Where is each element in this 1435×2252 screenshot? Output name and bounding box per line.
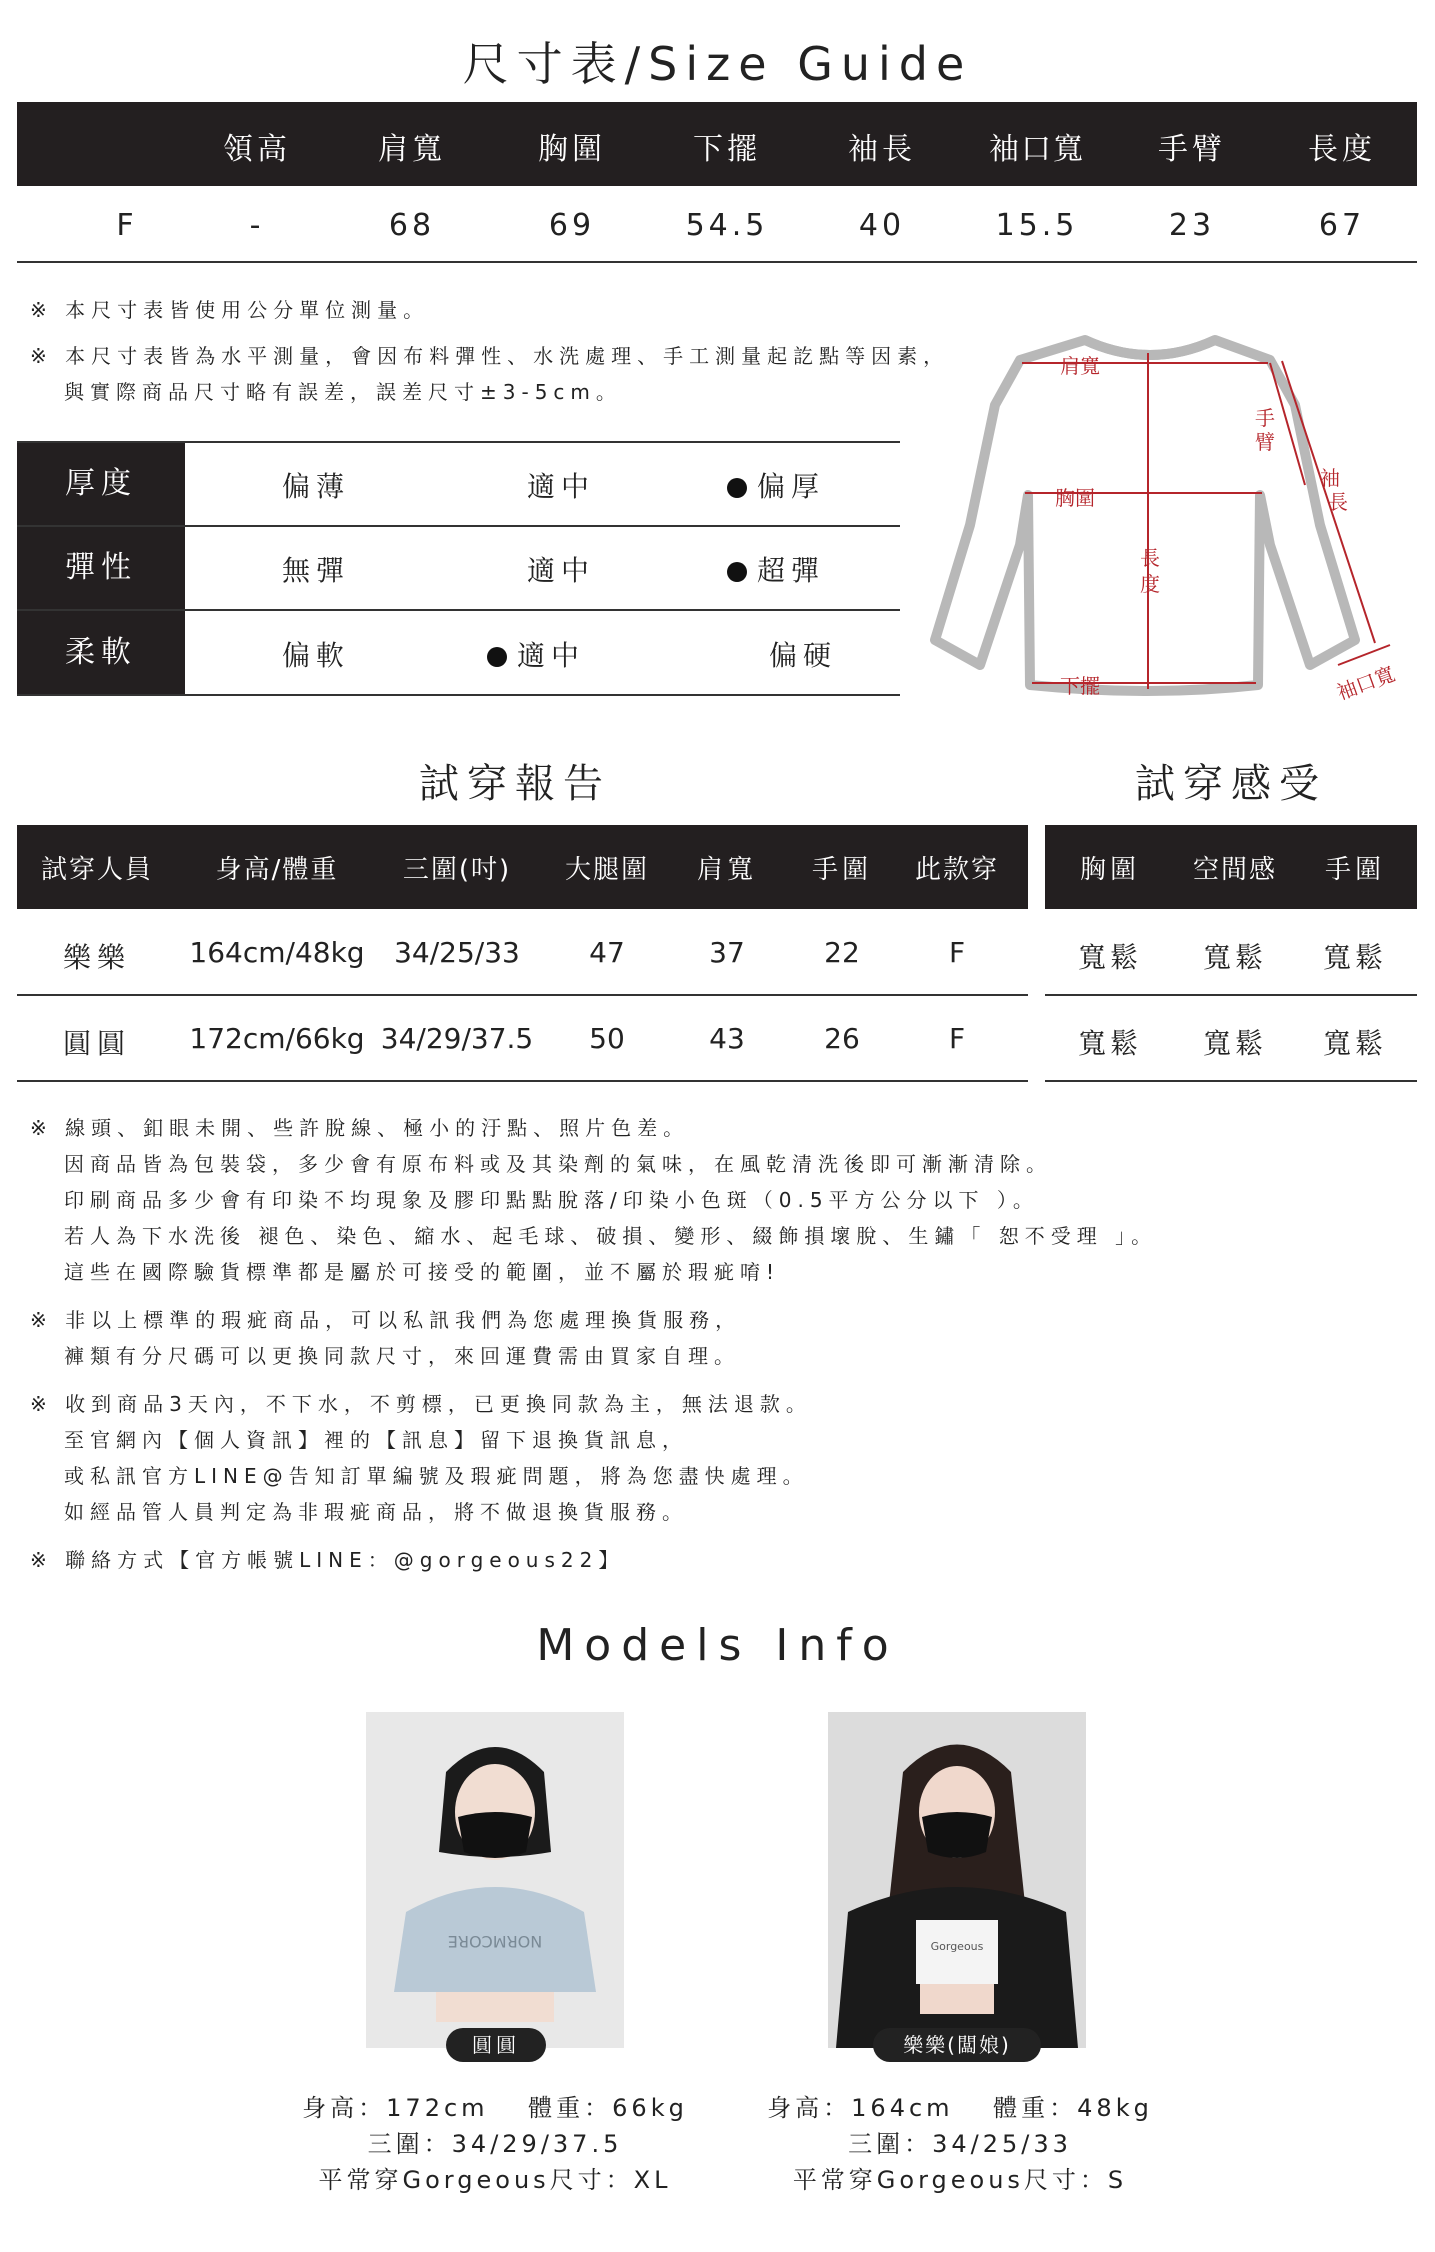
shirt-print: Gorgeous [930,1940,984,1953]
collar-icon [1085,340,1215,355]
label-arm-2: 臂 [1255,430,1275,454]
notes-top [30,292,1010,410]
note-line: 非以上標準的瑕疵商品，可以私訊我們為您處理換貨服務， [65,1308,742,1332]
fabric-label-elasticity: 彈性 [17,527,185,609]
note-line: 印刷商品多少會有印染不均現象及膠印點點脫落/印染小色斑（0.5平方公分以下 ）。 [64,1188,1039,1212]
size-cell: 68 [388,208,436,243]
size-guide-title: 尺寸表/Size Guide [462,37,973,91]
fabric-option-selected: 超彈 [757,554,826,587]
header-hem: 下擺 [693,132,761,167]
try-feel-header [1045,825,1417,909]
report-cell: 37 [709,936,745,969]
divider [1045,1080,1417,1082]
size-cell: - [249,208,265,243]
selected-dot-icon [727,478,747,498]
label-shoulder: 肩寬 [1060,354,1100,378]
model-info-line: 三圍：34/25/33 [848,2130,1072,2158]
label-sleeve-1: 袖 [1320,466,1340,490]
note-line: 若人為下水洗後 褪色、染色、縮水、起毛球、破損、變形、綴飾損壞脫、生鏽「 恕不受理 」。 [64,1224,1158,1248]
header-arm: 手圍 [811,855,872,885]
note-line: 這些在國際驗貨標準都是屬於可接受的範圍，並不屬於瑕疵唷! [64,1260,781,1284]
feel-cell: 寬鬆 [1322,941,1387,974]
size-cell: 23 [1168,208,1216,243]
fabric-label-softness: 柔軟 [17,611,185,695]
fabric-option: 無彈 [282,554,351,587]
note-line: 至官網內【個人資訊】裡的【訊息】留下退換貨訊息， [64,1428,688,1452]
feel-cell: 寬鬆 [1077,941,1142,974]
report-cell: 22 [824,936,860,969]
table-row [17,996,1028,1080]
header-thigh: 大腿圍 [564,855,649,885]
report-cell: 43 [709,1022,745,1055]
note-line: 聯絡方式【官方帳號LINE：@gorgeous22】 [65,1548,625,1572]
header-arm-feel: 手圍 [1324,855,1385,885]
header-length: 長度 [1308,132,1376,167]
selected-dot-icon [727,562,747,582]
size-cell: 67 [1318,208,1366,243]
label-sleeve-2: 長 [1328,490,1348,514]
note-line: 線頭、釦眼未開、些許脫線、極小的汙點、照片色差。 [65,1116,690,1140]
report-cell: F [948,936,966,969]
feel-cell: 寬鬆 [1202,1027,1267,1060]
report-cell: 164cm/48kg [189,936,365,969]
header-shoulder: 肩寬 [696,855,757,885]
report-cell: 26 [824,1022,860,1055]
table-row [17,910,1028,994]
header-chest-feel: 胸圍 [1079,855,1140,885]
fabric-option: 偏軟 [282,639,351,672]
try-report-header [17,825,1028,909]
model-photo [828,1712,1086,2048]
label-hem: 下擺 [1060,674,1100,698]
note-mark: ※ [30,1548,53,1572]
report-cell: 50 [589,1022,625,1055]
header-person: 試穿人員 [40,855,153,885]
fabric-option-selected: 適中 [517,639,586,672]
header-space-feel: 空間感 [1192,855,1277,885]
divider [17,694,900,696]
model-info-line: 身高：172cm 體重：66kg [302,2094,688,2122]
header-arm: 手臂 [1158,132,1226,167]
header-measurements: 三圍(吋) [402,855,512,885]
feel-cell: 寬鬆 [1202,941,1267,974]
label-length-2: 度 [1140,572,1160,596]
size-guide-row [17,186,1417,262]
note-line: 因商品皆為包裝袋，多少會有原布料或及其染劑的氣味，在風乾清洗後即可漸漸清除。 [64,1152,1052,1176]
report-cell: 樂樂 [62,941,131,974]
size-cell: 69 [548,208,596,243]
report-cell: 圓圓 [62,1027,131,1060]
fabric-option: 適中 [527,470,596,503]
model-photo [366,1712,624,2048]
fabric-option-selected: 偏厚 [757,470,826,503]
model-figure-icon [828,1712,1086,2048]
shirt-print: NORMCORE [447,1932,543,1951]
header-neck: 領高 [223,132,291,167]
note-line: 褲類有分尺碼可以更換同款尺寸，來回運費需由買家自理。 [64,1344,740,1368]
table-row [1045,996,1417,1080]
selected-dot-icon [487,647,507,667]
report-cell: 172cm/66kg [189,1022,365,1055]
fabric-option: 偏硬 [769,639,838,672]
header-wear-size: 此款穿 [914,855,999,885]
model-info-line: 平常穿Gorgeous尺寸：S [792,2166,1128,2194]
note-line: 本尺寸表皆為水平測量，會因布料彈性、水洗處理、手工測量起訖點等因素， [65,344,950,368]
label-length-1: 長 [1140,546,1160,570]
model-info-line: 身高：164cm 體重：48kg [767,2094,1153,2122]
divider [17,1080,1028,1082]
model-figure-icon [366,1712,624,2048]
fabric-option: 偏薄 [282,470,351,503]
size-guide-header [17,102,1417,186]
note-line: 本尺寸表皆使用公分單位測量。 [65,298,430,322]
model-name-tag: 圓圓 [446,2028,546,2062]
fabric-label-thickness: 厚度 [17,443,185,525]
model-info [705,2090,1215,2198]
size-cell: 15.5 [995,208,1079,243]
models-title: Models Info [536,1620,899,1671]
note-mark: ※ [30,298,53,322]
label-cuff: 袖口寬 [1333,661,1399,705]
report-cell: 34/25/33 [394,936,520,969]
note-line: 或私訊官方LINE@告知訂單編號及瑕疵問題，將為您盡快處理。 [64,1464,809,1488]
size-cell: F [116,208,138,243]
note-mark: ※ [30,1308,53,1332]
report-cell: 47 [589,936,625,969]
fabric-table [17,441,900,696]
model-info [240,2090,750,2198]
try-report-title: 試穿報告 [419,761,611,807]
size-cell: 40 [858,208,906,243]
shirt-measurement-diagram [900,325,1420,725]
feel-cell: 寬鬆 [1322,1027,1387,1060]
note-mark: ※ [30,1116,53,1140]
report-cell: F [948,1022,966,1055]
note-line: 與實際商品尺寸略有誤差，誤差尺寸±3-5cm。 [64,380,622,404]
label-chest: 胸圍 [1055,486,1095,510]
header-shoulder: 肩寬 [378,132,446,167]
header-sleeve: 袖長 [848,132,916,167]
feel-cell: 寬鬆 [1077,1027,1142,1060]
model-name-tag: 樂樂(闆娘) [873,2028,1041,2062]
size-cell: 54.5 [685,208,769,243]
note-line: 收到商品3天內，不下水，不剪標，已更換同款為主，無法退款。 [65,1392,812,1416]
table-row [1045,910,1417,994]
header-cuff: 袖口寬 [989,132,1085,167]
model-info-line: 三圍：34/29/37.5 [367,2130,623,2158]
note-mark: ※ [30,1392,53,1416]
notes-bottom [30,1110,1410,1578]
fabric-option: 適中 [527,554,596,587]
header-height-weight: 身高/體重 [215,855,339,885]
report-cell: 34/29/37.5 [380,1022,534,1055]
divider [17,261,1417,263]
note-mark: ※ [30,344,53,368]
label-arm-1: 手 [1255,406,1275,430]
model-info-line: 平常穿Gorgeous尺寸：XL [318,2166,672,2194]
try-feel-title: 試穿感受 [1135,761,1327,807]
note-line: 如經品管人員判定為非瑕疵商品，將不做退換貨服務。 [64,1500,688,1524]
header-chest: 胸圍 [538,132,606,167]
